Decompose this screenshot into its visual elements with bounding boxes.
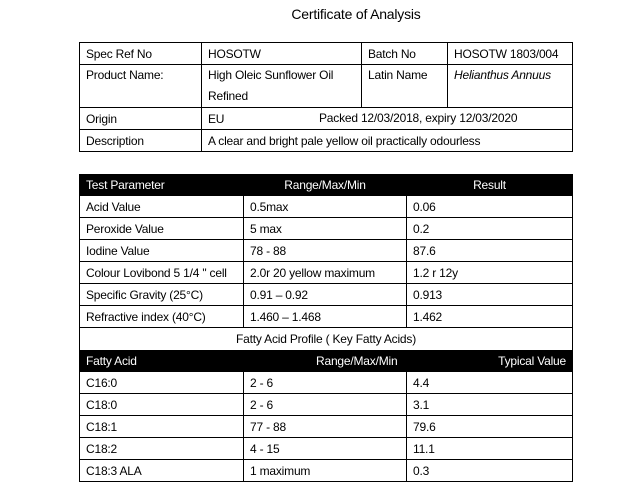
test-row-range: 0.5max	[244, 196, 407, 218]
test-row	[80, 218, 573, 240]
fatty-row-range: 2 - 6	[244, 372, 407, 394]
test-row-range: 1.460 – 1.468	[244, 306, 407, 328]
origin-value: EU	[208, 111, 225, 126]
fatty-header-row	[80, 351, 573, 372]
fatty-row-range: 2 - 6	[244, 394, 407, 416]
fatty-row	[80, 372, 573, 394]
fatty-row-name: C18:3 ALA	[80, 460, 244, 482]
fatty-row-value: 11.1	[407, 438, 573, 460]
spec-table	[79, 42, 573, 152]
batch-label: Batch No	[362, 43, 448, 65]
spec-row-origin	[80, 108, 573, 130]
latin-label: Latin Name	[362, 65, 448, 108]
fatty-row-range: 4 - 15	[244, 438, 407, 460]
spec-ref-label: Spec Ref No	[80, 43, 202, 65]
document-title: Certificate of Analysis	[291, 6, 421, 22]
test-row	[80, 196, 573, 218]
fatty-row-range: 77 - 88	[244, 416, 407, 438]
origin-label: Origin	[80, 108, 202, 130]
fatty-row-value: 0.3	[407, 460, 573, 482]
test-row	[80, 262, 573, 284]
fatty-row	[80, 416, 573, 438]
test-row-value: 0.913	[407, 284, 573, 306]
product-label: Product Name:	[80, 65, 202, 108]
test-row-range: 0.91 – 0.92	[244, 284, 407, 306]
test-header-result: Result	[407, 175, 573, 196]
test-row-name: Peroxide Value	[80, 218, 244, 240]
fatty-row	[80, 460, 573, 482]
test-row-range: 5 max	[244, 218, 407, 240]
test-header-param: Test Parameter	[80, 175, 244, 196]
fatty-header-typical: Typical Value	[498, 354, 566, 368]
fatty-row-name: C18:0	[80, 394, 244, 416]
test-row	[80, 284, 573, 306]
test-row-range: 2.0r 20 yellow maximum	[244, 262, 407, 284]
test-row	[80, 240, 573, 262]
batch-value: HOSOTW 1803/004	[448, 43, 573, 65]
product-value: High Oleic Sunflower Oil Refined	[202, 65, 362, 108]
latin-value: Helianthus Annuus	[448, 65, 573, 108]
test-row-name: Acid Value	[80, 196, 244, 218]
spec-row-product	[80, 65, 573, 108]
fatty-row	[80, 438, 573, 460]
spec-row-description	[80, 130, 573, 152]
fatty-row-value: 4.4	[407, 372, 573, 394]
description-label: Description	[80, 130, 202, 152]
test-row-name: Refractive index (40°C)	[80, 306, 244, 328]
fatty-row-value: 3.1	[407, 394, 573, 416]
description-value: A clear and bright pale yellow oil practically odourless	[202, 130, 573, 152]
test-row-value: 0.2	[407, 218, 573, 240]
test-row-name: Colour Lovibond 5 1/4 " cell	[80, 262, 244, 284]
packed-value: Packed 12/03/2018, expiry 12/03/2020	[319, 111, 518, 125]
fatty-row-value: 79.6	[407, 416, 573, 438]
test-row-value: 1.462	[407, 306, 573, 328]
fatty-header-range: Range/Max/Min	[316, 354, 398, 368]
test-table	[79, 174, 573, 482]
test-header-row	[80, 175, 573, 196]
fatty-row-name: C16:0	[80, 372, 244, 394]
origin-cell	[202, 108, 573, 130]
test-row-value: 87.6	[407, 240, 573, 262]
fatty-section-title: Fatty Acid Profile ( Key Fatty Acids)	[80, 328, 573, 351]
spec-ref-value: HOSOTW	[202, 43, 362, 65]
fatty-row-range: 1 maximum	[244, 460, 407, 482]
fatty-header-cell	[244, 351, 573, 372]
fatty-row-name: C18:2	[80, 438, 244, 460]
fatty-header-acid: Fatty Acid	[80, 351, 244, 372]
spec-row-ref	[80, 43, 573, 65]
fatty-section-row	[80, 328, 573, 351]
test-row	[80, 306, 573, 328]
test-header-range: Range/Max/Min	[244, 175, 407, 196]
fatty-row	[80, 394, 573, 416]
test-row-name: Iodine Value	[80, 240, 244, 262]
fatty-row-name: C18:1	[80, 416, 244, 438]
test-row-range: 78 - 88	[244, 240, 407, 262]
test-row-value: 1.2 r 12y	[407, 262, 573, 284]
test-row-name: Specific Gravity (25°C)	[80, 284, 244, 306]
test-row-value: 0.06	[407, 196, 573, 218]
